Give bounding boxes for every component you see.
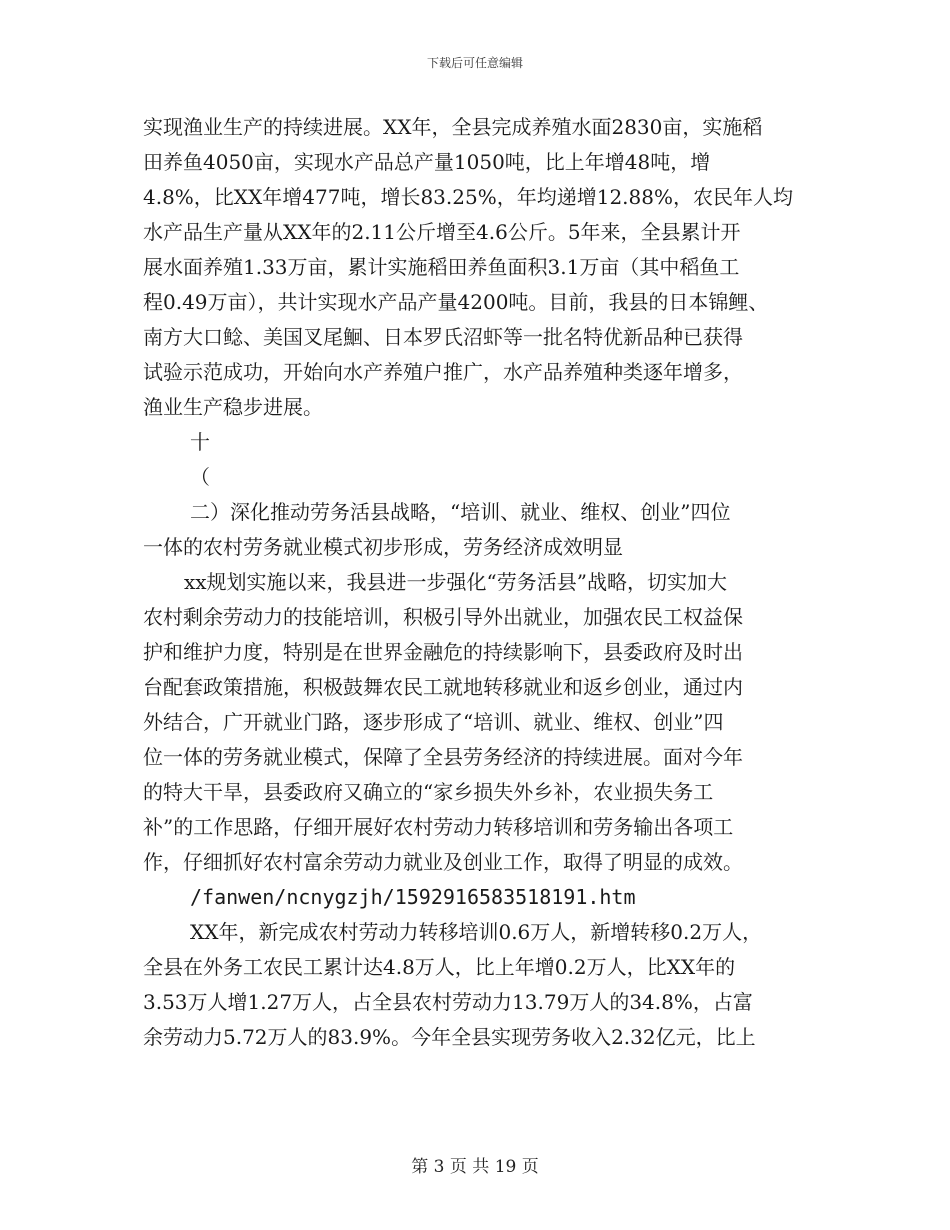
body-line: XX年，新完成农村劳动力转移培训0.6万人，新增转移0.2万人，	[190, 920, 763, 944]
section-heading-cont: 一体的农村劳务就业模式初步形成，劳务经济成效明显	[143, 535, 623, 559]
body-line: 渔业生产稳步进展。	[143, 395, 323, 419]
body-line: 护和维护力度，特别是在世界金融危的持续影响下，县委政府及时出	[143, 640, 743, 664]
section-paren: （	[190, 465, 210, 489]
body-line: 展水面养殖1.33万亩，累计实施稻田养鱼面积3.1万亩（其中稻鱼工	[143, 255, 740, 279]
body-line: 田养鱼4050亩，实现水产品总产量1050吨，比上年增48吨，增	[143, 150, 711, 174]
document-body	[143, 110, 823, 1055]
body-line: 南方大口鲶、美国叉尾鮰、日本罗氏沼虾等一批名特优新品种已获得	[143, 325, 743, 349]
body-line: 实现渔业生产的持续进展。XX年，全县完成养殖水面2830亩，实施稻	[143, 115, 763, 139]
body-line: 农村剩余劳动力的技能培训，积极引导外出就业，加强农民工权益保	[143, 605, 743, 629]
body-line: 3.53万人增1.27万人，占全县农村劳动力13.79万人的34.8%，占富	[143, 990, 753, 1014]
body-line: 作，仔细抓好农村富余劳动力就业及创业工作，取得了明显的成效。	[143, 850, 743, 874]
body-line: 试验示范成功，开始向水产养殖户推广，水产品养殖种类逐年增多，	[143, 360, 743, 384]
body-line: 位一体的劳务就业模式，保障了全县劳务经济的持续进展。面对今年	[143, 745, 743, 769]
section-number: 十	[190, 430, 210, 454]
body-line: 4.8%，比XX年增477吨，增长83.25%，年均递增12.88%，农民年人均	[143, 185, 793, 209]
body-line: xx规划实施以来，我县进一步强化“劳务活县”战略，切实加大	[184, 570, 728, 594]
body-line: 余劳动力5.72万人的83.9%。今年全县实现劳务收入2.32亿元，比上	[143, 1025, 756, 1049]
body-line: 全县在外务工农民工累计达4.8万人，比上年增0.2万人，比XX年的	[143, 955, 736, 979]
body-line: 外结合，广开就业门路，逐步形成了“培训、就业、维权、创业”四	[143, 710, 724, 734]
url-line: /fanwen/ncnygzjh/1592916583518191.htm	[190, 885, 636, 909]
body-line: 程0.49万亩），共计实现水产品产量4200吨。目前，我县的日本锦鲤、	[143, 290, 769, 314]
body-line: 台配套政策措施，积极鼓舞农民工就地转移就业和返乡创业，通过内	[143, 675, 743, 699]
body-line: 的特大干旱，县委政府又确立的“家乡损失外乡补，农业损失务工	[143, 780, 714, 804]
section-heading: 二）深化推动劳务活县战略，“培训、就业、维权、创业”四位	[190, 500, 731, 524]
body-line: 补”的工作思路，仔细开展好农村劳动力转移培训和劳务输出各项工	[143, 815, 734, 839]
page-header: 下载后可任意编辑	[426, 56, 523, 70]
page-footer: 第 3 页 共 19 页	[411, 1157, 539, 1177]
body-line: 水产品生产量从XX年的2.11公斤增至4.6公斤。5年来，全县累计开	[143, 220, 741, 244]
